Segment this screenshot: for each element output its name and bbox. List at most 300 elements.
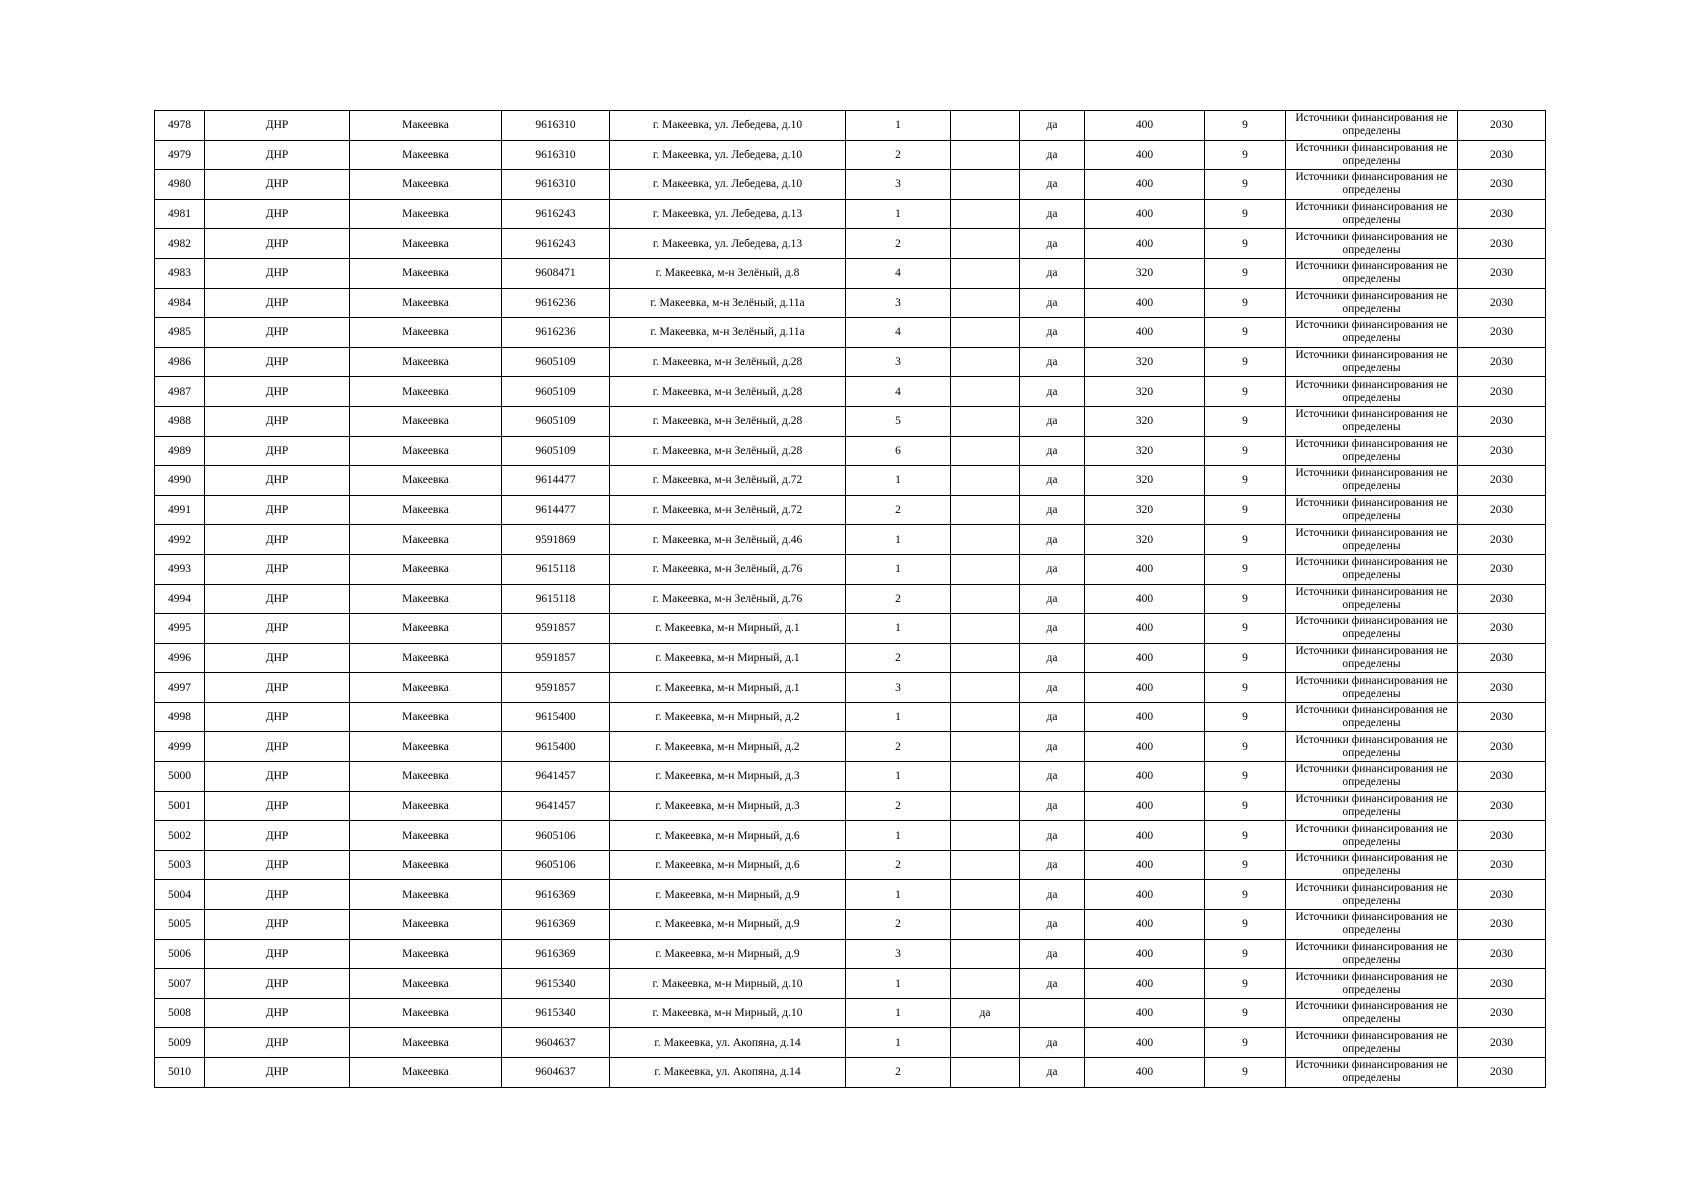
flag-b-cell: да — [1020, 495, 1085, 525]
city-cell: Макеевка — [350, 525, 502, 555]
flag-a-cell — [951, 643, 1020, 673]
capacity-cell: 320 — [1085, 377, 1205, 407]
region-cell: ДНР — [205, 1058, 350, 1088]
entrance-number-cell: 6 — [846, 436, 951, 466]
capacity-cell: 400 — [1085, 821, 1205, 851]
floors-cell: 9 — [1205, 525, 1286, 555]
entrance-number-cell: 1 — [846, 880, 951, 910]
flag-a-cell — [951, 939, 1020, 969]
city-cell: Макеевка — [350, 702, 502, 732]
entrance-number-cell: 1 — [846, 762, 951, 792]
region-cell: ДНР — [205, 643, 350, 673]
floors-cell: 9 — [1205, 406, 1286, 436]
entrance-number-cell: 2 — [846, 1058, 951, 1088]
city-cell: Макеевка — [350, 643, 502, 673]
city-cell: Макеевка — [350, 614, 502, 644]
row-number-cell: 4980 — [155, 170, 205, 200]
row-number-cell: 4985 — [155, 318, 205, 348]
table-row — [155, 821, 1546, 851]
year-cell: 2030 — [1458, 170, 1546, 200]
city-cell: Макеевка — [350, 258, 502, 288]
address-cell: г. Макеевка, м-н Мирный, д.6 — [610, 821, 846, 851]
capacity-cell: 320 — [1085, 258, 1205, 288]
house-id-cell: 9616243 — [502, 229, 610, 259]
house-id-cell: 9605109 — [502, 347, 610, 377]
capacity-cell: 400 — [1085, 199, 1205, 229]
entrance-number-cell: 1 — [846, 525, 951, 555]
row-number-cell: 4992 — [155, 525, 205, 555]
house-id-cell: 9605109 — [502, 377, 610, 407]
year-cell: 2030 — [1458, 939, 1546, 969]
address-cell: г. Макеевка, м-н Зелёный, д.11а — [610, 318, 846, 348]
flag-b-cell: да — [1020, 229, 1085, 259]
address-cell: г. Макеевка, м-н Мирный, д.9 — [610, 939, 846, 969]
house-id-cell: 9591869 — [502, 525, 610, 555]
flag-b-cell: да — [1020, 258, 1085, 288]
flag-b-cell: да — [1020, 347, 1085, 377]
address-cell: г. Макеевка, м-н Мирный, д.6 — [610, 850, 846, 880]
funding-source-cell: Источники финансирования не определены — [1286, 880, 1458, 910]
entrance-number-cell: 4 — [846, 318, 951, 348]
entrance-number-cell: 1 — [846, 199, 951, 229]
house-id-cell: 9615340 — [502, 969, 610, 999]
entrance-number-cell: 2 — [846, 229, 951, 259]
region-cell: ДНР — [205, 939, 350, 969]
flag-b-cell: да — [1020, 939, 1085, 969]
row-number-cell: 4983 — [155, 258, 205, 288]
address-cell: г. Макеевка, м-н Мирный, д.9 — [610, 910, 846, 940]
floors-cell: 9 — [1205, 170, 1286, 200]
floors-cell: 9 — [1205, 584, 1286, 614]
house-id-cell: 9604637 — [502, 1058, 610, 1088]
flag-b-cell: да — [1020, 614, 1085, 644]
region-cell: ДНР — [205, 584, 350, 614]
funding-source-cell: Источники финансирования не определены — [1286, 998, 1458, 1028]
year-cell: 2030 — [1458, 850, 1546, 880]
region-cell: ДНР — [205, 969, 350, 999]
house-id-cell: 9616369 — [502, 880, 610, 910]
floors-cell: 9 — [1205, 969, 1286, 999]
year-cell: 2030 — [1458, 554, 1546, 584]
row-number-cell: 4979 — [155, 140, 205, 170]
city-cell: Макеевка — [350, 850, 502, 880]
table-body — [155, 111, 1546, 1088]
funding-source-cell: Источники финансирования не определены — [1286, 525, 1458, 555]
address-cell: г. Макеевка, м-н Зелёный, д.8 — [610, 258, 846, 288]
address-cell: г. Макеевка, м-н Зелёный, д.76 — [610, 554, 846, 584]
row-number-cell: 5009 — [155, 1028, 205, 1058]
house-id-cell: 9614477 — [502, 466, 610, 496]
flag-a-cell — [951, 140, 1020, 170]
flag-a-cell — [951, 111, 1020, 141]
funding-source-cell: Источники финансирования не определены — [1286, 377, 1458, 407]
year-cell: 2030 — [1458, 229, 1546, 259]
house-id-cell: 9591857 — [502, 614, 610, 644]
flag-a-cell — [951, 614, 1020, 644]
address-cell: г. Макеевка, м-н Мирный, д.1 — [610, 673, 846, 703]
funding-source-cell: Источники финансирования не определены — [1286, 229, 1458, 259]
floors-cell: 9 — [1205, 377, 1286, 407]
row-number-cell: 4990 — [155, 466, 205, 496]
row-number-cell: 4996 — [155, 643, 205, 673]
table-row — [155, 762, 1546, 792]
capacity-cell: 400 — [1085, 762, 1205, 792]
flag-a-cell — [951, 910, 1020, 940]
row-number-cell: 5004 — [155, 880, 205, 910]
flag-a-cell — [951, 466, 1020, 496]
address-cell: г. Макеевка, м-н Мирный, д.10 — [610, 998, 846, 1028]
capacity-cell: 320 — [1085, 525, 1205, 555]
capacity-cell: 400 — [1085, 318, 1205, 348]
capacity-cell: 400 — [1085, 288, 1205, 318]
funding-source-cell: Источники финансирования не определены — [1286, 347, 1458, 377]
year-cell: 2030 — [1458, 111, 1546, 141]
flag-b-cell: да — [1020, 702, 1085, 732]
city-cell: Макеевка — [350, 466, 502, 496]
floors-cell: 9 — [1205, 347, 1286, 377]
flag-b-cell: да — [1020, 910, 1085, 940]
house-id-cell: 9616369 — [502, 939, 610, 969]
flag-b-cell: да — [1020, 140, 1085, 170]
floors-cell: 9 — [1205, 614, 1286, 644]
flag-a-cell — [951, 229, 1020, 259]
row-number-cell: 5006 — [155, 939, 205, 969]
entrance-number-cell: 2 — [846, 732, 951, 762]
city-cell: Макеевка — [350, 969, 502, 999]
year-cell: 2030 — [1458, 584, 1546, 614]
flag-a-cell — [951, 702, 1020, 732]
address-cell: г. Макеевка, м-н Мирный, д.3 — [610, 762, 846, 792]
funding-source-cell: Источники финансирования не определены — [1286, 170, 1458, 200]
year-cell: 2030 — [1458, 614, 1546, 644]
flag-a-cell — [951, 821, 1020, 851]
flag-a-cell — [951, 495, 1020, 525]
city-cell: Макеевка — [350, 554, 502, 584]
funding-source-cell: Источники финансирования не определены — [1286, 318, 1458, 348]
entrance-number-cell: 1 — [846, 998, 951, 1028]
house-id-cell: 9604637 — [502, 1028, 610, 1058]
year-cell: 2030 — [1458, 140, 1546, 170]
house-id-cell: 9641457 — [502, 791, 610, 821]
region-cell: ДНР — [205, 495, 350, 525]
flag-a-cell — [951, 1028, 1020, 1058]
region-cell: ДНР — [205, 229, 350, 259]
city-cell: Макеевка — [350, 998, 502, 1028]
region-cell: ДНР — [205, 998, 350, 1028]
city-cell: Макеевка — [350, 406, 502, 436]
flag-b-cell: да — [1020, 170, 1085, 200]
row-number-cell: 5001 — [155, 791, 205, 821]
capacity-cell: 400 — [1085, 229, 1205, 259]
year-cell: 2030 — [1458, 525, 1546, 555]
flag-a-cell — [951, 377, 1020, 407]
floors-cell: 9 — [1205, 258, 1286, 288]
address-cell: г. Макеевка, ул. Лебедева, д.10 — [610, 111, 846, 141]
floors-cell: 9 — [1205, 673, 1286, 703]
capacity-cell: 400 — [1085, 140, 1205, 170]
house-id-cell: 9615400 — [502, 732, 610, 762]
table-row — [155, 170, 1546, 200]
funding-source-cell: Источники финансирования не определены — [1286, 406, 1458, 436]
flag-b-cell: да — [1020, 821, 1085, 851]
capacity-cell: 320 — [1085, 347, 1205, 377]
table-row — [155, 969, 1546, 999]
funding-source-cell: Источники финансирования не определены — [1286, 584, 1458, 614]
capacity-cell: 400 — [1085, 673, 1205, 703]
table-row — [155, 466, 1546, 496]
region-cell: ДНР — [205, 466, 350, 496]
region-cell: ДНР — [205, 880, 350, 910]
address-cell: г. Макеевка, ул. Лебедева, д.10 — [610, 170, 846, 200]
house-id-cell: 9614477 — [502, 495, 610, 525]
region-cell: ДНР — [205, 525, 350, 555]
flag-b-cell: да — [1020, 111, 1085, 141]
funding-source-cell: Источники финансирования не определены — [1286, 732, 1458, 762]
address-cell: г. Макеевка, м-н Мирный, д.1 — [610, 643, 846, 673]
entrance-number-cell: 2 — [846, 495, 951, 525]
floors-cell: 9 — [1205, 1058, 1286, 1088]
city-cell: Макеевка — [350, 495, 502, 525]
floors-cell: 9 — [1205, 111, 1286, 141]
capacity-cell: 320 — [1085, 436, 1205, 466]
capacity-cell: 400 — [1085, 554, 1205, 584]
capacity-cell: 320 — [1085, 495, 1205, 525]
address-cell: г. Макеевка, м-н Зелёный, д.76 — [610, 584, 846, 614]
funding-source-cell: Источники финансирования не определены — [1286, 466, 1458, 496]
funding-source-cell: Источники финансирования не определены — [1286, 702, 1458, 732]
year-cell: 2030 — [1458, 436, 1546, 466]
region-cell: ДНР — [205, 762, 350, 792]
city-cell: Макеевка — [350, 880, 502, 910]
year-cell: 2030 — [1458, 318, 1546, 348]
flag-a-cell — [951, 436, 1020, 466]
city-cell: Макеевка — [350, 821, 502, 851]
house-id-cell: 9615118 — [502, 584, 610, 614]
flag-a-cell — [951, 199, 1020, 229]
capacity-cell: 400 — [1085, 702, 1205, 732]
row-number-cell: 5002 — [155, 821, 205, 851]
year-cell: 2030 — [1458, 466, 1546, 496]
floors-cell: 9 — [1205, 199, 1286, 229]
address-cell: г. Макеевка, м-н Мирный, д.9 — [610, 880, 846, 910]
row-number-cell: 5010 — [155, 1058, 205, 1088]
table-row — [155, 1028, 1546, 1058]
region-cell: ДНР — [205, 1028, 350, 1058]
region-cell: ДНР — [205, 406, 350, 436]
capacity-cell: 400 — [1085, 170, 1205, 200]
floors-cell: 9 — [1205, 318, 1286, 348]
region-cell: ДНР — [205, 850, 350, 880]
region-cell: ДНР — [205, 318, 350, 348]
row-number-cell: 5000 — [155, 762, 205, 792]
table-row — [155, 910, 1546, 940]
entrance-number-cell: 3 — [846, 170, 951, 200]
funding-source-cell: Источники финансирования не определены — [1286, 762, 1458, 792]
flag-b-cell: да — [1020, 466, 1085, 496]
entrance-number-cell: 2 — [846, 140, 951, 170]
year-cell: 2030 — [1458, 969, 1546, 999]
house-id-cell: 9615340 — [502, 998, 610, 1028]
floors-cell: 9 — [1205, 436, 1286, 466]
address-cell: г. Макеевка, ул. Акопяна, д.14 — [610, 1028, 846, 1058]
flag-b-cell: да — [1020, 643, 1085, 673]
entrance-number-cell: 1 — [846, 466, 951, 496]
capacity-cell: 400 — [1085, 1028, 1205, 1058]
entrance-number-cell: 1 — [846, 1028, 951, 1058]
row-number-cell: 4994 — [155, 584, 205, 614]
city-cell: Макеевка — [350, 318, 502, 348]
table-row — [155, 584, 1546, 614]
house-id-cell: 9616236 — [502, 318, 610, 348]
flag-a-cell — [951, 1058, 1020, 1088]
table-row — [155, 495, 1546, 525]
entrance-number-cell: 2 — [846, 584, 951, 614]
region-cell: ДНР — [205, 377, 350, 407]
capacity-cell: 400 — [1085, 643, 1205, 673]
entrance-number-cell: 2 — [846, 850, 951, 880]
table-row — [155, 406, 1546, 436]
table-row — [155, 199, 1546, 229]
records-table — [154, 110, 1546, 1088]
flag-b-cell: да — [1020, 318, 1085, 348]
funding-source-cell: Источники финансирования не определены — [1286, 850, 1458, 880]
entrance-number-cell: 2 — [846, 643, 951, 673]
capacity-cell: 400 — [1085, 791, 1205, 821]
flag-a-cell — [951, 288, 1020, 318]
address-cell: г. Макеевка, м-н Мирный, д.10 — [610, 969, 846, 999]
year-cell: 2030 — [1458, 288, 1546, 318]
table-row — [155, 850, 1546, 880]
flag-a-cell — [951, 850, 1020, 880]
funding-source-cell: Источники финансирования не определены — [1286, 199, 1458, 229]
row-number-cell: 5008 — [155, 998, 205, 1028]
flag-b-cell: да — [1020, 762, 1085, 792]
floors-cell: 9 — [1205, 643, 1286, 673]
funding-source-cell: Источники финансирования не определены — [1286, 436, 1458, 466]
city-cell: Макеевка — [350, 791, 502, 821]
flag-b-cell: да — [1020, 288, 1085, 318]
table-row — [155, 347, 1546, 377]
floors-cell: 9 — [1205, 910, 1286, 940]
table-row — [155, 140, 1546, 170]
row-number-cell: 4981 — [155, 199, 205, 229]
city-cell: Макеевка — [350, 140, 502, 170]
funding-source-cell: Источники финансирования не определены — [1286, 910, 1458, 940]
floors-cell: 9 — [1205, 998, 1286, 1028]
region-cell: ДНР — [205, 347, 350, 377]
city-cell: Макеевка — [350, 111, 502, 141]
row-number-cell: 5005 — [155, 910, 205, 940]
funding-source-cell: Источники финансирования не определены — [1286, 821, 1458, 851]
flag-b-cell: да — [1020, 436, 1085, 466]
address-cell: г. Макеевка, м-н Зелёный, д.72 — [610, 495, 846, 525]
floors-cell: 9 — [1205, 288, 1286, 318]
flag-b-cell: да — [1020, 1028, 1085, 1058]
flag-b-cell: да — [1020, 584, 1085, 614]
flag-a-cell — [951, 258, 1020, 288]
row-number-cell: 4997 — [155, 673, 205, 703]
city-cell: Макеевка — [350, 170, 502, 200]
city-cell: Макеевка — [350, 762, 502, 792]
row-number-cell: 5007 — [155, 969, 205, 999]
year-cell: 2030 — [1458, 732, 1546, 762]
address-cell: г. Макеевка, м-н Зелёный, д.28 — [610, 436, 846, 466]
house-id-cell: 9605106 — [502, 821, 610, 851]
row-number-cell: 4995 — [155, 614, 205, 644]
funding-source-cell: Источники финансирования не определены — [1286, 939, 1458, 969]
house-id-cell: 9616310 — [502, 140, 610, 170]
year-cell: 2030 — [1458, 406, 1546, 436]
year-cell: 2030 — [1458, 821, 1546, 851]
row-number-cell: 4999 — [155, 732, 205, 762]
house-id-cell: 9641457 — [502, 762, 610, 792]
house-id-cell: 9605106 — [502, 850, 610, 880]
flag-a-cell — [951, 347, 1020, 377]
floors-cell: 9 — [1205, 495, 1286, 525]
floors-cell: 9 — [1205, 821, 1286, 851]
table-row — [155, 939, 1546, 969]
flag-b-cell: да — [1020, 791, 1085, 821]
region-cell: ДНР — [205, 614, 350, 644]
year-cell: 2030 — [1458, 910, 1546, 940]
capacity-cell: 400 — [1085, 880, 1205, 910]
capacity-cell: 400 — [1085, 969, 1205, 999]
flag-a-cell — [951, 318, 1020, 348]
entrance-number-cell: 4 — [846, 377, 951, 407]
table-row — [155, 702, 1546, 732]
funding-source-cell: Источники финансирования не определены — [1286, 614, 1458, 644]
flag-a-cell — [951, 406, 1020, 436]
address-cell: г. Макеевка, м-н Зелёный, д.46 — [610, 525, 846, 555]
capacity-cell: 320 — [1085, 466, 1205, 496]
year-cell: 2030 — [1458, 258, 1546, 288]
entrance-number-cell: 3 — [846, 939, 951, 969]
row-number-cell: 4993 — [155, 554, 205, 584]
row-number-cell: 4978 — [155, 111, 205, 141]
flag-b-cell: да — [1020, 406, 1085, 436]
city-cell: Макеевка — [350, 288, 502, 318]
capacity-cell: 320 — [1085, 406, 1205, 436]
entrance-number-cell: 1 — [846, 702, 951, 732]
entrance-number-cell: 3 — [846, 288, 951, 318]
capacity-cell: 400 — [1085, 732, 1205, 762]
floors-cell: 9 — [1205, 850, 1286, 880]
row-number-cell: 4991 — [155, 495, 205, 525]
flag-a-cell — [951, 969, 1020, 999]
city-cell: Макеевка — [350, 1058, 502, 1088]
year-cell: 2030 — [1458, 702, 1546, 732]
region-cell: ДНР — [205, 436, 350, 466]
flag-a-cell — [951, 762, 1020, 792]
city-cell: Макеевка — [350, 910, 502, 940]
house-id-cell: 9615400 — [502, 702, 610, 732]
funding-source-cell: Источники финансирования не определены — [1286, 643, 1458, 673]
year-cell: 2030 — [1458, 377, 1546, 407]
region-cell: ДНР — [205, 732, 350, 762]
address-cell: г. Макеевка, м-н Зелёный, д.28 — [610, 377, 846, 407]
capacity-cell: 400 — [1085, 111, 1205, 141]
row-number-cell: 4986 — [155, 347, 205, 377]
table-row — [155, 791, 1546, 821]
city-cell: Макеевка — [350, 732, 502, 762]
flag-a-cell — [951, 880, 1020, 910]
house-id-cell: 9615118 — [502, 554, 610, 584]
funding-source-cell: Источники финансирования не определены — [1286, 258, 1458, 288]
capacity-cell: 400 — [1085, 939, 1205, 969]
funding-source-cell: Источники финансирования не определены — [1286, 791, 1458, 821]
entrance-number-cell: 3 — [846, 347, 951, 377]
table-row — [155, 998, 1546, 1028]
